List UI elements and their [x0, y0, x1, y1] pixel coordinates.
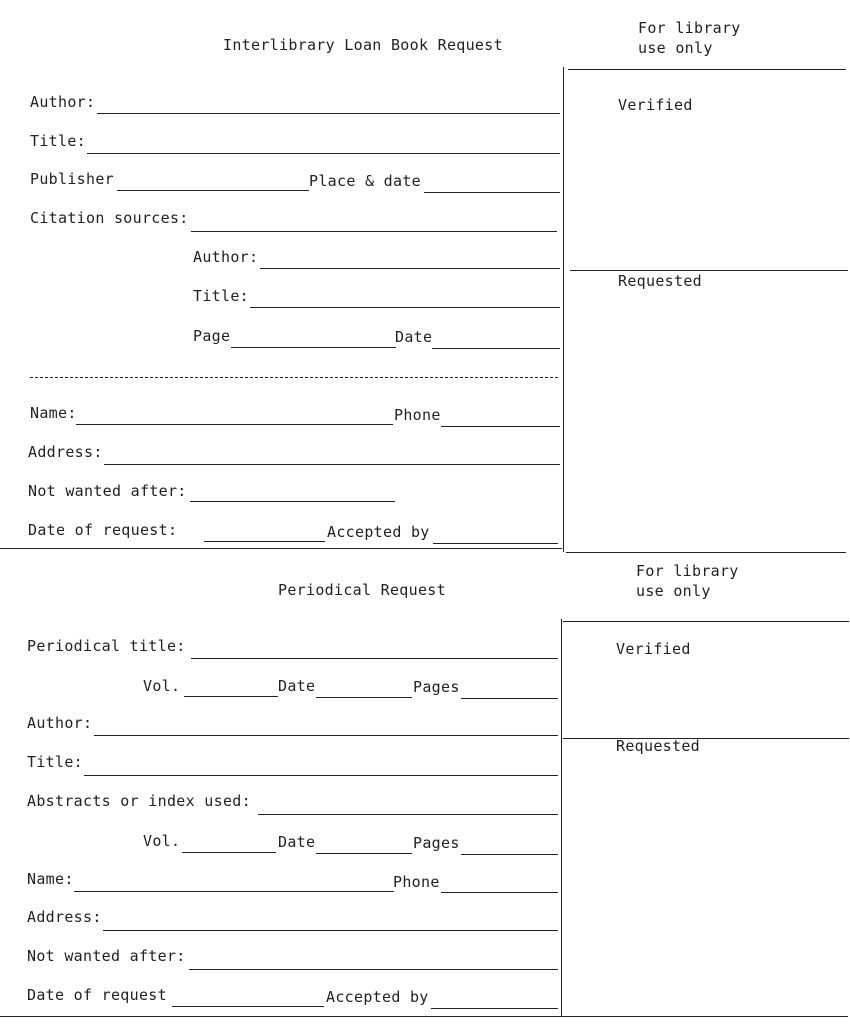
citation-title-field[interactable]	[250, 307, 560, 308]
citation-author-label: Author:	[193, 248, 259, 266]
periodical-title-label: Periodical title:	[27, 637, 186, 655]
not-wanted-after-field[interactable]	[189, 969, 558, 970]
not-wanted-after-label: Not wanted after:	[28, 482, 187, 500]
date-label: Date	[278, 833, 316, 851]
pages-label: Pages	[413, 678, 460, 696]
place-date-label: Place & date	[309, 172, 421, 190]
not-wanted-after-field[interactable]	[190, 501, 395, 502]
author-label: Author:	[30, 93, 96, 111]
citation-sources-field[interactable]	[191, 231, 557, 232]
address-field[interactable]	[104, 464, 560, 465]
vol-label: Vol.	[143, 677, 181, 695]
citation-page-field[interactable]	[231, 347, 396, 348]
form-title: Periodical Request	[278, 581, 446, 599]
dashed-separator	[30, 377, 558, 378]
phone-field[interactable]	[441, 426, 560, 427]
library-box-divider	[561, 619, 562, 1017]
library-box-divider	[563, 67, 564, 552]
date-label: Date	[278, 677, 316, 695]
address-label: Address:	[28, 443, 103, 461]
citation-author-field[interactable]	[260, 268, 560, 269]
title-field[interactable]	[84, 775, 558, 776]
citation-page-label: Page	[193, 327, 231, 345]
periodical-title-field[interactable]	[191, 658, 558, 659]
form-bottom-rule	[0, 1016, 848, 1017]
publisher-field[interactable]	[117, 190, 309, 191]
abstracts-index-label: Abstracts or index used:	[27, 792, 251, 810]
form-bottom-rule	[566, 552, 846, 553]
place-date-field[interactable]	[424, 192, 560, 193]
author-label: Author:	[27, 714, 93, 732]
accepted-by-field[interactable]	[433, 543, 558, 544]
accepted-by-label: Accepted by	[327, 523, 430, 541]
form-bottom-rule	[0, 548, 562, 549]
not-wanted-after-label: Not wanted after:	[27, 947, 186, 965]
citation-date-field[interactable]	[432, 348, 560, 349]
title-field[interactable]	[87, 153, 560, 154]
phone-label: Phone	[393, 873, 440, 891]
name-label: Name:	[27, 870, 74, 888]
verified-label: Verified	[616, 640, 691, 658]
abstracts-index-field[interactable]	[258, 814, 558, 815]
requested-label: Requested	[616, 737, 700, 755]
library-box-separator	[570, 270, 848, 271]
library-use-note: For library	[636, 562, 739, 580]
date-field[interactable]	[316, 697, 412, 698]
address-field[interactable]	[103, 930, 558, 931]
phone-label: Phone	[394, 406, 441, 424]
pages-field[interactable]	[461, 854, 558, 855]
publisher-label: Publisher	[30, 170, 114, 188]
accepted-by-field[interactable]	[431, 1008, 558, 1009]
citation-sources-label: Citation sources:	[30, 209, 189, 227]
vol-label: Vol.	[143, 832, 181, 850]
date-of-request-label: Date of request:	[28, 521, 178, 539]
vol-field[interactable]	[182, 852, 276, 853]
name-field[interactable]	[76, 424, 393, 425]
library-use-note: For library	[638, 19, 741, 37]
author-field[interactable]	[97, 113, 560, 114]
library-use-note: use only	[638, 39, 713, 57]
date-of-request-label: Date of request	[27, 986, 167, 1004]
form-title: Interlibrary Loan Book Request	[223, 36, 503, 54]
title-label: Title:	[30, 132, 86, 150]
phone-field[interactable]	[441, 892, 558, 893]
library-use-note: use only	[636, 582, 711, 600]
date-of-request-field[interactable]	[204, 541, 325, 542]
pages-field[interactable]	[461, 698, 558, 699]
address-label: Address:	[27, 908, 102, 926]
title-label: Title:	[27, 753, 83, 771]
library-box-top	[563, 621, 849, 622]
library-box-top	[568, 69, 846, 70]
name-label: Name:	[30, 404, 77, 422]
pages-label: Pages	[413, 834, 460, 852]
accepted-by-label: Accepted by	[326, 988, 429, 1006]
library-box-separator	[563, 738, 849, 739]
vol-field[interactable]	[184, 696, 278, 697]
requested-label: Requested	[618, 272, 702, 290]
verified-label: Verified	[618, 96, 693, 114]
name-field[interactable]	[74, 891, 394, 892]
date-field[interactable]	[316, 853, 412, 854]
citation-date-label: Date	[395, 328, 433, 346]
citation-title-label: Title:	[193, 287, 249, 305]
author-field[interactable]	[94, 735, 558, 736]
date-of-request-field[interactable]	[172, 1006, 324, 1007]
